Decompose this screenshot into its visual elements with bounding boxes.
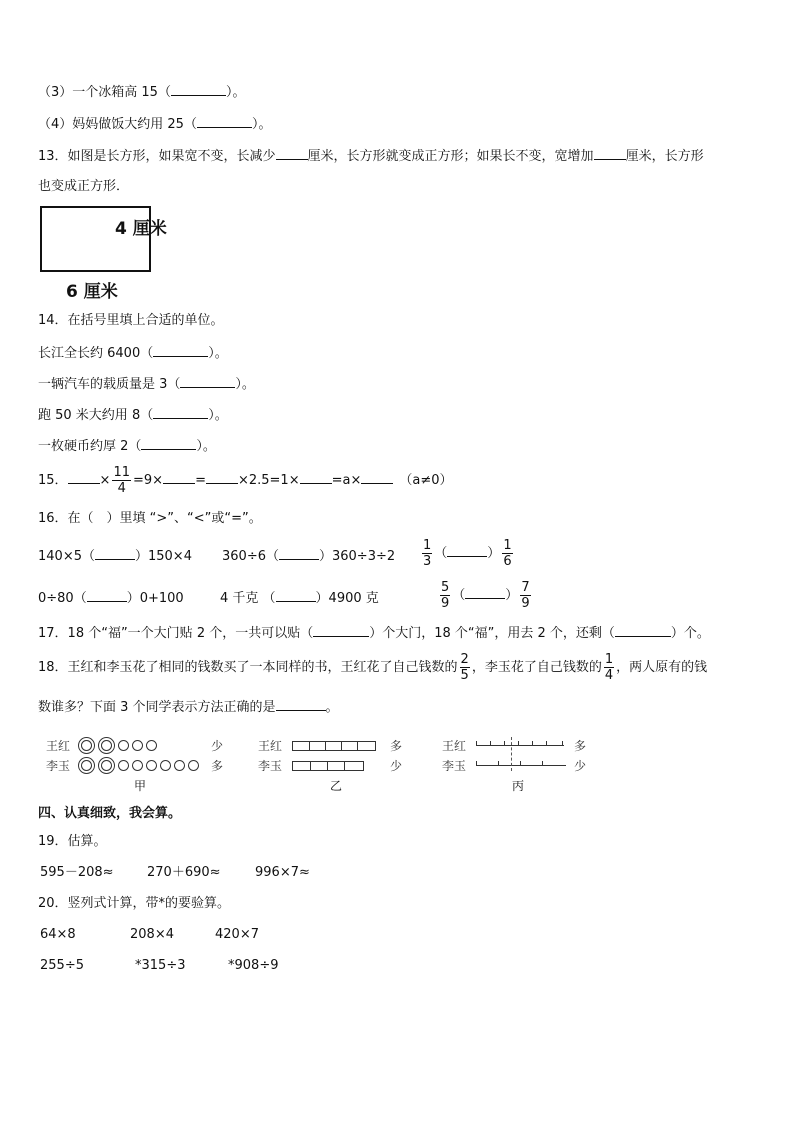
q16-b1: 0÷80（ ）0+100 (38, 588, 184, 608)
q14-item2: 一辆汽车的载质量是 3（ ）。 (38, 374, 255, 394)
q20-title: 20．竖列式计算，带*的要验算。 (38, 896, 231, 911)
fraction: $\frac{1}{3}$ (423, 538, 432, 569)
dashed-guide (511, 737, 512, 771)
fraction: $\frac{2}{5}$ (460, 652, 469, 683)
answer-blank[interactable] (594, 146, 626, 160)
answer-blank[interactable] (206, 470, 238, 484)
q16-a2: 360÷6（ ）360÷3÷2 (222, 546, 395, 566)
name-wang: 王红 (442, 739, 467, 753)
answer-blank[interactable] (95, 546, 135, 560)
q16-b2: 4 千克 （ ）4900 克 (220, 588, 379, 608)
answer-blank[interactable] (153, 405, 208, 419)
q16-a1: 140×5（ ）150×4 (38, 546, 192, 566)
q19-title: 19．估算。 (38, 834, 107, 849)
circle-icon (101, 740, 112, 751)
figure-bing (442, 733, 602, 793)
answer-blank[interactable] (153, 343, 208, 357)
answer-blank[interactable] (313, 623, 369, 637)
label-more: 多 (390, 739, 403, 753)
circle-icon (146, 760, 157, 771)
q18-line2: 数谁多？下面 3 个同学表示方法正确的是 。 (38, 697, 339, 717)
figure-yi (258, 733, 418, 793)
label-yi: 乙 (330, 779, 343, 793)
length-label: 6 厘米 (66, 282, 118, 302)
circle-icon (132, 740, 143, 751)
circle-icon (118, 760, 129, 771)
name-li: 李玉 (46, 759, 71, 773)
q14-item1: 长江全长约 6400（ ）。 (38, 343, 228, 363)
width-label: 4 厘米 (115, 219, 167, 239)
name-wang: 王红 (258, 739, 283, 753)
answer-blank[interactable] (279, 546, 319, 560)
name-li: 李玉 (442, 759, 467, 773)
circle-icon (188, 760, 199, 771)
circle-icon (174, 760, 185, 771)
circle-row-li (78, 757, 202, 775)
answer-blank[interactable] (171, 82, 226, 96)
circle-icon (146, 740, 157, 751)
answer-blank[interactable] (163, 470, 195, 484)
fraction: $\frac{1}{6}$ (503, 538, 512, 569)
answer-blank[interactable] (180, 374, 235, 388)
line-li (476, 765, 566, 766)
answer-blank[interactable] (68, 470, 100, 484)
q20-r1-b: 208×4 (130, 927, 174, 942)
label-bing: 丙 (512, 779, 525, 793)
answer-blank[interactable] (276, 588, 316, 602)
answer-blank[interactable] (276, 697, 326, 711)
answer-blank[interactable] (447, 543, 487, 557)
label-more: 多 (574, 739, 587, 753)
circle-icon (160, 760, 171, 771)
q20-r1-c: 420×7 (215, 927, 259, 942)
bar-li (292, 761, 364, 771)
fraction: $\frac{5}{9}$ (441, 580, 450, 611)
circle-icon (81, 740, 92, 751)
label-less: 少 (211, 739, 224, 753)
circle-icon (101, 760, 112, 771)
answer-blank[interactable] (141, 436, 196, 450)
name-li: 李玉 (258, 759, 283, 773)
q12-item3: （3）一个冰箱高 15（ ）。 (38, 82, 245, 102)
q15-line: 15． × $\frac{11}{4}$ =9× = ×2.5=1× =a× （a≠0） (38, 465, 453, 496)
q16-a3: $\frac{1}{3}$ （ ） $\frac{1}{6}$ (423, 538, 512, 569)
circle-icon (81, 760, 92, 771)
label-more: 多 (211, 759, 224, 773)
answer-blank[interactable] (300, 470, 332, 484)
q12-item4: （4）妈妈做饭大约用 25（ ）。 (38, 114, 271, 134)
q13-line1: 13．如图是长方形，如果宽不变，长减少 厘米，长方形就变成正方形；如果长不变，宽增加 厘米，长方形 (38, 146, 704, 166)
label-jia: 甲 (134, 779, 147, 793)
answer-blank[interactable] (87, 588, 127, 602)
q16-b3: $\frac{5}{9}$ （ ） $\frac{7}{9}$ (441, 580, 530, 611)
answer-blank[interactable] (276, 146, 308, 160)
answer-blank[interactable] (197, 114, 252, 128)
name-wang: 王红 (46, 739, 71, 753)
q19-e3: 996×7≈ (255, 865, 310, 880)
q19-e2: 270＋690≈ (147, 865, 221, 880)
bar-wang (292, 741, 376, 751)
q20-r2-c: *908÷9 (228, 958, 279, 973)
q16-title: 16．在（ ）里填 “>”、“<”或“=”。 (38, 511, 262, 526)
section-title: 四、认真细致，我会算。 (38, 806, 182, 821)
answer-blank[interactable] (361, 470, 393, 484)
q14-item3: 跑 50 米大约用 8（ ）。 (38, 405, 228, 425)
q20-r2-b: *315÷3 (135, 958, 186, 973)
figure-jia (40, 733, 240, 793)
q14-item4: 一枚硬币约厚 2（ ）。 (38, 436, 216, 456)
fraction: $\frac{11}{4}$ (113, 465, 130, 496)
q20-r2-a: 255÷5 (40, 958, 84, 973)
label-less: 少 (390, 759, 403, 773)
q13-line2: 也变成正方形． (38, 179, 130, 194)
q19-e1: 595－208≈ (40, 865, 114, 880)
q17-line: 17．18 个“福”一个大门贴 2 个，一共可以贴（ ）个大门，18 个“福”，用去 2 个，还剩（ ）个。 (38, 623, 710, 643)
answer-blank[interactable] (615, 623, 671, 637)
answer-blank[interactable] (465, 585, 505, 599)
q18-line1: 18．王红和李玉花了相同的钱数买了一本同样的书，王红花了自己钱数的 $\frac{2}{5}$ ，李玉花了自己钱数的 $\frac{1}{4}$ ，两人原有的钱 (38, 652, 708, 683)
label-less: 少 (574, 759, 587, 773)
circle-icon (132, 760, 143, 771)
fraction: $\frac{7}{9}$ (521, 580, 530, 611)
circle-icon (118, 740, 129, 751)
q14-title: 14．在括号里填上合适的单位。 (38, 313, 224, 328)
fraction: $\frac{1}{4}$ (604, 652, 614, 683)
circle-row-wang (78, 737, 160, 755)
q20-r1-a: 64×8 (40, 927, 76, 942)
